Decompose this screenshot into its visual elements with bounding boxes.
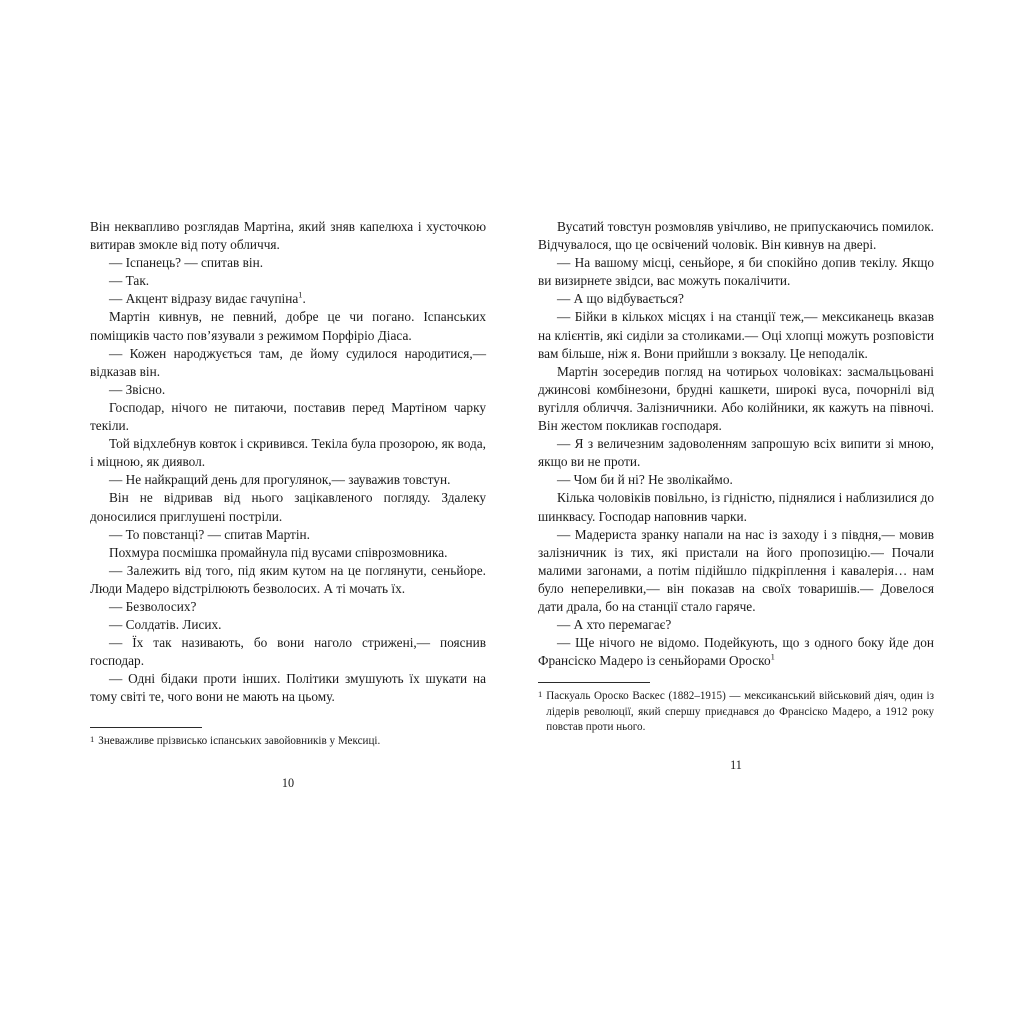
footnote-reference[interactable]: 1 xyxy=(298,289,303,300)
paragraph: — Іспанець? — спитав він. xyxy=(109,255,264,271)
page-left xyxy=(90,218,486,791)
paragraph-with-footnote-ref xyxy=(538,634,934,670)
right-page-body xyxy=(538,218,934,670)
paragraph: — Кожен народжується там, де йому судилося народитися,— відказав він. xyxy=(90,345,486,379)
paragraph: Той відхлебнув ковток і скривився. Текіла була прозорою, як вода, і міцною, як диявол. xyxy=(90,436,486,470)
paragraph: — Їх так називають, бо вони наголо стрижені,— пояснив господар. xyxy=(90,635,486,669)
paragraph: — Мадериста зранку напали на нас із заходу і з півдня,— мовив залізничник із тих, які пристали на його пропозицію.— Почали малими загонами, а потім підійшло підкріплення і кавалерія… нам було непереливки,— він показав на своїх товаришів.— Довелося дати драла, бо на станції стало гаряче. xyxy=(538,526,934,614)
footnote-marker: 1 xyxy=(538,689,543,700)
right-page-footnote-block xyxy=(538,682,934,735)
left-page-footnote-block xyxy=(90,727,486,749)
paragraph: — Безволосих? xyxy=(109,598,197,614)
footnote xyxy=(538,689,934,735)
paragraph: Він неквапливо розглядав Мартіна, який зняв капелюха і хусточкою витирав змокле від поту обличчя. xyxy=(90,219,486,253)
paragraph-text-tail: . xyxy=(302,291,306,307)
paragraph: — Бійки в кількох місцях і на станції теж,— мексиканець вказав на клієнтів, які сиділи за столиками.— Оці хлопці можуть розповісти вам більше, ніж я. Вони прийшли з вокзалу. Це неподалік. xyxy=(538,309,934,361)
paragraph: Похмура посмішка промайнула під вусами співрозмовника. xyxy=(109,544,448,560)
paragraph: Мартін кивнув, не певний, добре це чи погано. Іспанських поміщиків часто пов’язували з режимом Порфіріо Діаса. xyxy=(90,309,486,343)
footnote xyxy=(90,734,486,749)
footnote-separator-rule xyxy=(90,727,202,728)
page-pair xyxy=(90,218,934,791)
paragraph: — Не найкращий день для прогулянок,— зауважив товстун. xyxy=(109,472,451,488)
paragraph-with-footnote-ref xyxy=(90,290,486,308)
footnote-marker: 1 xyxy=(90,733,95,744)
paragraph-text: — Акцент відразу видає гачупіна xyxy=(109,291,299,307)
paragraph: — Залежить від того, під яким кутом на це поглянути, сеньйоре. Люди Мадеро відстрілюють безволосих. А ті мочать їх. xyxy=(90,562,486,596)
paragraph: — Чом би й ні? Не зволікаймо. xyxy=(557,472,733,488)
paragraph: — Солдатів. Лисих. xyxy=(109,617,222,633)
footnote-text: Паскуаль Ороско Васкес (1882–1915) — мексиканський військовий діяч, один із лідерів революції, який спершу приєднався до Франсіско Мадеро, а 1912 року повстав проти нього. xyxy=(546,690,934,734)
paragraph: Кілька чоловіків повільно, із гідністю, піднялися і наблизилися до шинквасу. Господар наповнив чарки. xyxy=(538,490,934,524)
footnote-reference[interactable]: 1 xyxy=(770,651,775,662)
left-page-body xyxy=(90,218,486,707)
paragraph: — То повстанці? — спитав Мартін. xyxy=(109,526,310,542)
paragraph: Мартін зосередив погляд на чотирьох чоловіках: засмальцьовані джинсові комбінезони, брудні кашкети, широкі вуса, почорнілі від вугілля обличчя. Залізничники. Або колійники, як кажуть на півночі. Він жестом покликав господаря. xyxy=(538,363,934,434)
paragraph: Він не відривав від нього зацікавленого погляду. Здалеку доносилися приглушені постріли. xyxy=(90,490,486,524)
paragraph: — А що відбувається? xyxy=(557,291,684,307)
paragraph: Вусатий товстун розмовляв увічливо, не припускаючись помилок. Відчувалося, що це освічений чоловік. Він кивнув на двері. xyxy=(538,219,934,253)
paragraph-text: — Ще нічого не відомо. Подейкують, що з одного боку йде дон Франсіско Мадеро із сеньйорами Ороско xyxy=(538,635,934,669)
paragraph: — Звісно. xyxy=(109,381,166,397)
footnote-text: Зневажливе прізвисько іспанських завойовників у Мексиці. xyxy=(98,734,381,747)
page-number-left: 10 xyxy=(281,775,295,790)
page-right xyxy=(538,218,934,791)
paragraph: — А хто перемагає? xyxy=(557,617,672,633)
paragraph: — Я з величезним задоволенням запрошую всіх випити зі мною, якщо ви не проти. xyxy=(538,436,934,470)
page-number-right: 11 xyxy=(730,757,742,772)
paragraph: — Одні бідаки проти інших. Політики змушують їх шукати на тому світі те, чого вони не мають на цьому. xyxy=(90,671,486,705)
paragraph: — Так. xyxy=(109,273,150,289)
paragraph: Господар, нічого не питаючи, поставив перед Мартіном чарку текіли. xyxy=(90,399,486,434)
footnote-separator-rule xyxy=(538,682,650,683)
paragraph: — На вашому місці, сеньйоре, я би спокійно допив текілу. Якщо ви визирнете звідси, вас можуть покалічити. xyxy=(538,255,934,289)
